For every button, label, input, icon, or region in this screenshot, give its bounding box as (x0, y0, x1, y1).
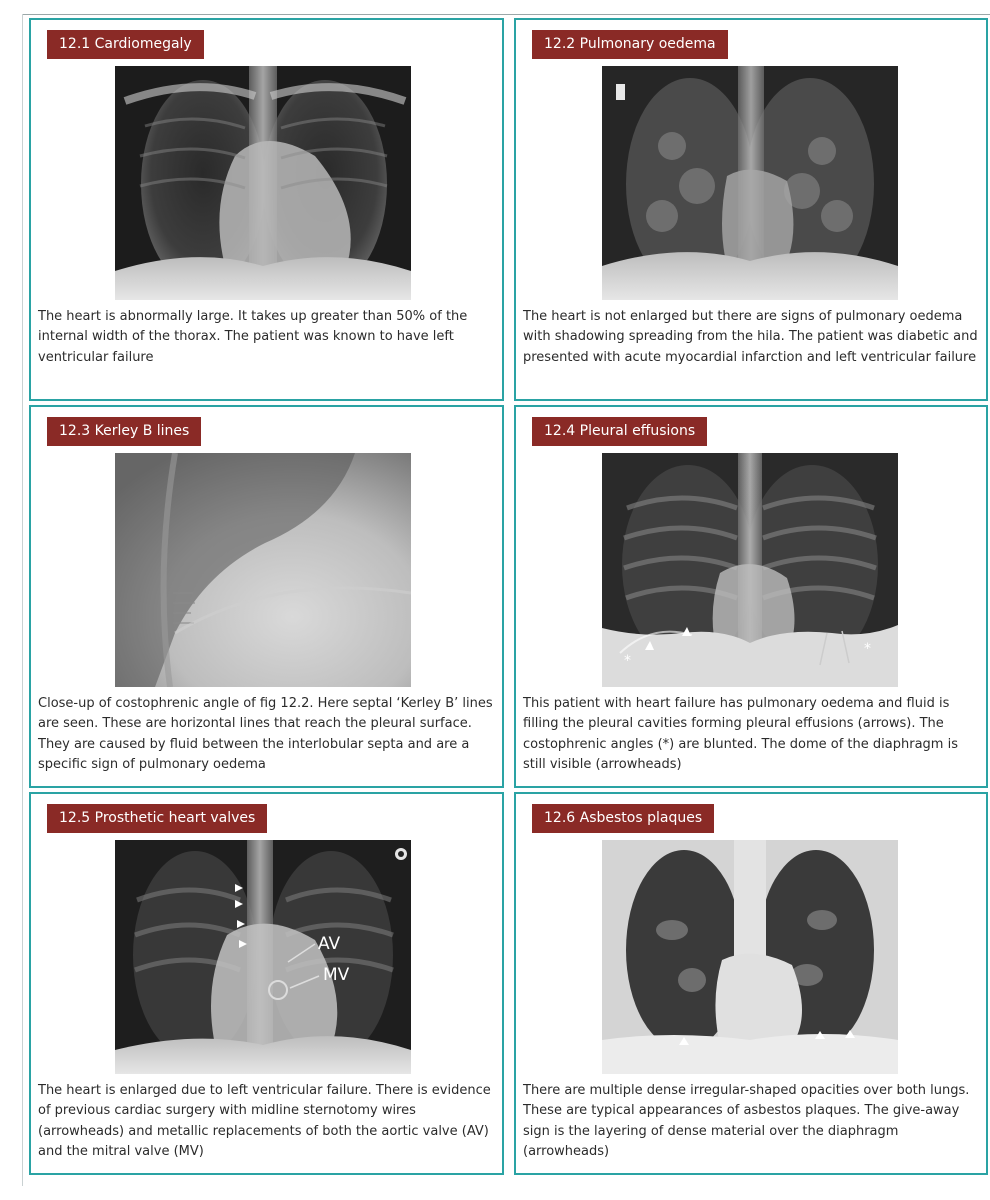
xray-kerley-b-lines (115, 453, 411, 687)
chest-xray-pleural-effusions (602, 453, 898, 687)
figure-panel-12-2 (514, 18, 988, 401)
effusion-marker-right: * (624, 653, 631, 669)
page-left-rule (22, 14, 23, 1186)
figure-caption: This patient with heart failure has pulmonary oedema and fluid is filling the pleural cavities forming pleural effusions (arrows). The costophrenic angles (*) are blunted. The dome of the diaphragm is still visible (arrowheads) (523, 696, 958, 772)
figure-caption: Close-up of costophrenic angle of fig 12.2. Here septal ‘Kerley B’ lines are seen. These are horizontal lines that reach the pleural surface. They are caused by fluid between the interlobular septa and are a specific sign of pulmonary oedema (38, 696, 493, 772)
chest-xray-cardiomegaly (115, 66, 411, 300)
figure-label: 12.3 Kerley B lines (47, 417, 201, 446)
chest-xray-pulmonary-oedema (602, 66, 898, 300)
mitral-valve-label: MV (323, 965, 350, 985)
figure-label: 12.1 Cardiomegaly (47, 30, 204, 59)
figure-caption: The heart is abnormally large. It takes up greater than 50% of the internal width of the thorax. The patient was known to have left ventricular failure (38, 309, 468, 365)
figure-caption: The heart is enlarged due to left ventricular failure. There is evidence of previous cardiac surgery with midline sternotomy wires (arrowheads) and metallic replacements of both the aortic valve (AV) and the mitral valve (MV) (38, 1083, 491, 1159)
figure-label: 12.5 Prosthetic heart valves (47, 804, 267, 833)
figure-panel-12-3 (29, 405, 504, 788)
figure-label: 12.2 Pulmonary oedema (532, 30, 728, 59)
chest-xray-asbestos-plaques (602, 840, 898, 1074)
page-top-rule (22, 14, 990, 15)
figure-panel-12-4 (514, 405, 988, 788)
effusion-marker-left: * (864, 641, 871, 657)
figure-panel-12-1 (29, 18, 504, 401)
figure-panel-12-5 (29, 792, 504, 1175)
figure-caption: There are multiple dense irregular-shaped opacities over both lungs. These are typical appearances of asbestos plaques. The give-away sign is the layering of dense material over the diaphragm (arrowheads) (523, 1083, 970, 1159)
chest-xray-prosthetic-valves (115, 840, 411, 1074)
figure-label: 12.6 Asbestos plaques (532, 804, 714, 833)
figure-caption: The heart is not enlarged but there are signs of pulmonary oedema with shadowing spreading from the hila. The patient was diabetic and presented with acute myocardial infarction and left ventricular failure (523, 309, 978, 365)
aortic-valve-label: AV (318, 934, 341, 954)
figure-panel-12-6 (514, 792, 988, 1175)
figure-label: 12.4 Pleural effusions (532, 417, 707, 446)
